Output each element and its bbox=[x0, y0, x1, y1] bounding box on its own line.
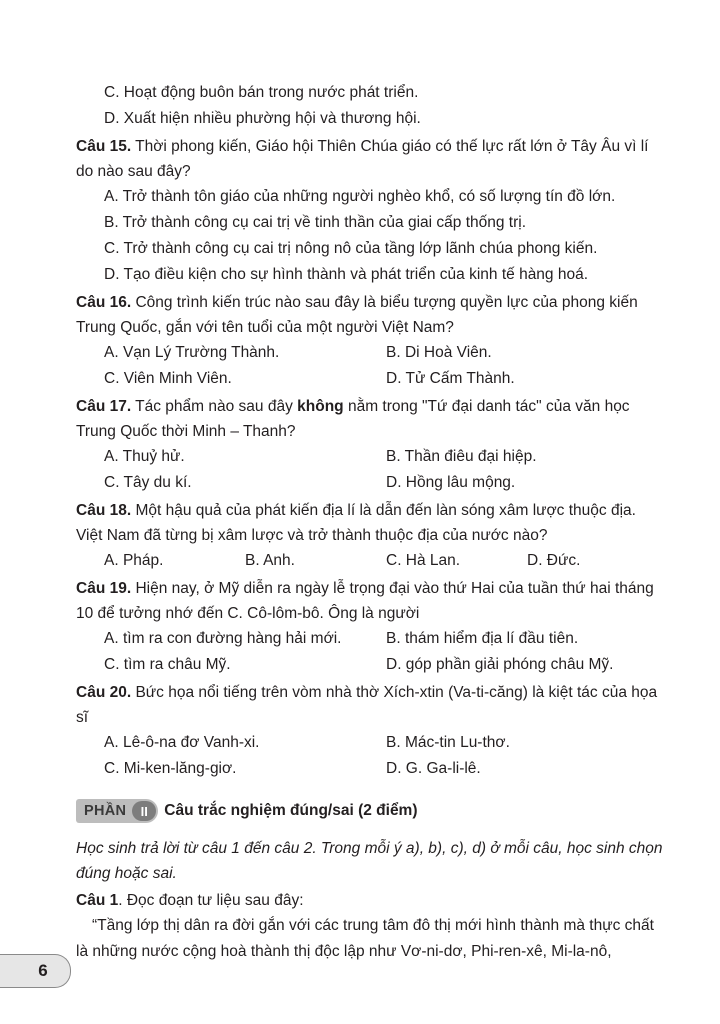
option-d: D. Tạo điều kiện cho sự hình thành và phát triển của kinh tế hàng hoá. bbox=[104, 266, 589, 283]
option-line: D. Xuất hiện nhiều phường hội và thương hội. bbox=[104, 110, 421, 127]
option-b: B. Anh. bbox=[245, 552, 295, 569]
option-d: D. góp phần giải phóng châu Mỹ. bbox=[386, 656, 614, 673]
option-b: B. Di Hoà Viên. bbox=[386, 344, 492, 361]
option-line: C. Hoạt động buôn bán trong nước phát triển. bbox=[104, 84, 419, 101]
question-19 bbox=[76, 576, 666, 626]
section-label: PHẦN bbox=[84, 803, 127, 819]
question-text: Thời phong kiến, Giáo hội Thiên Chúa giáo có thế lực rất lớn ở Tây Âu vì lí do nào sau đây? bbox=[76, 138, 649, 180]
options-row bbox=[76, 366, 666, 392]
option-d: D. Tử Cấm Thành. bbox=[386, 370, 515, 387]
emphasis-word: không bbox=[297, 398, 344, 415]
section-title: Câu trắc nghiệm đúng/sai (2 điểm) bbox=[164, 802, 418, 819]
question-text: Hiện nay, ở Mỹ diễn ra ngày lễ trọng đại vào thứ Hai của tuần thứ hai tháng 10 để tưởng nhớ đến C. Cô-lôm-bô. Ông là người bbox=[76, 580, 654, 622]
options-row bbox=[76, 626, 666, 652]
option-d: D. Hồng lâu mộng. bbox=[386, 474, 516, 491]
section-number: II bbox=[132, 801, 156, 821]
page-number-tab bbox=[0, 954, 71, 988]
quote-text: “Tầng lớp thị dân ra đời gắn với các trung tâm đô thị mới hình thành mà thực chất là những nước cộng hoà thành thị độc lập như Vơ-ni-dơ, Phi-ren-xê, Mi-la-nô, bbox=[76, 917, 654, 960]
option-d: D. G. Ga-li-lê. bbox=[386, 760, 481, 777]
option-c: C. Hà Lan. bbox=[386, 552, 461, 569]
option-c: C. Mi-ken-lăng-giơ. bbox=[104, 760, 237, 777]
question-text: nằm trong "Tứ đại danh tác" của văn học Trung Quốc thời Minh – Thanh? bbox=[76, 398, 630, 440]
option-a: A. Trở thành tôn giáo của những người nghèo khổ, có số lượng tín đồ lớn. bbox=[104, 188, 616, 205]
options-row bbox=[76, 756, 666, 782]
question-18 bbox=[76, 498, 666, 548]
question-number: Câu 17. bbox=[76, 398, 132, 415]
question-number: Câu 19. bbox=[76, 580, 132, 597]
question-1 bbox=[76, 888, 666, 913]
section-header bbox=[76, 798, 666, 824]
option-d: D. Đức. bbox=[527, 552, 581, 569]
question-17 bbox=[76, 394, 666, 444]
options-row bbox=[76, 652, 666, 678]
options-row bbox=[76, 340, 666, 366]
question-number: Câu 15. bbox=[76, 138, 132, 155]
question-text: Công trình kiến trúc nào sau đây là biểu tượng quyền lực của phong kiến Trung Quốc, gắn với tên tuổi của một người Việt Nam? bbox=[76, 294, 638, 336]
option-a: A. Vạn Lý Trường Thành. bbox=[104, 344, 280, 361]
question-text: . Đọc đoạn tư liệu sau đây: bbox=[118, 892, 304, 909]
option-a: A. Lê-ô-na đơ Vanh-xi. bbox=[104, 734, 260, 751]
question-text: Một hậu quả của phát kiến địa lí là dẫn đến làn sóng xâm lược thuộc địa. Việt Nam đã từng bị xâm lược và trở thành thuộc địa của nước nào? bbox=[76, 502, 636, 544]
option-c: C. tìm ra châu Mỹ. bbox=[104, 656, 231, 673]
options-row bbox=[76, 444, 666, 470]
page-number: 6 bbox=[38, 961, 48, 980]
question-16 bbox=[76, 290, 666, 340]
question-number: Câu 1 bbox=[76, 892, 119, 909]
option-c: C. Tây du kí. bbox=[104, 474, 192, 491]
option-a: A. Pháp. bbox=[104, 552, 164, 569]
question-text: Bức họa nổi tiếng trên vòm nhà thờ Xích-xtin (Va-ti-căng) là kiệt tác của họa sĩ bbox=[76, 684, 658, 726]
options-row bbox=[76, 548, 666, 574]
option-b: B. thám hiểm địa lí đầu tiên. bbox=[386, 630, 579, 647]
option-b: B. Thần điêu đại hiệp. bbox=[386, 448, 537, 465]
option-a: A. Thuỷ hử. bbox=[104, 448, 185, 465]
option-c: C. Trở thành công cụ cai trị nông nô của tầng lớp lãnh chúa phong kiến. bbox=[104, 240, 598, 257]
option-c: C. Viên Minh Viên. bbox=[104, 370, 232, 387]
option-b: B. Trở thành công cụ cai trị về tinh thần của giai cấp thống trị. bbox=[104, 214, 527, 231]
options-row bbox=[76, 730, 666, 756]
options-row bbox=[76, 470, 666, 496]
question-number: Câu 18. bbox=[76, 502, 132, 519]
option-a: A. tìm ra con đường hàng hải mới. bbox=[104, 630, 342, 647]
question-20 bbox=[76, 680, 666, 730]
question-number: Câu 20. bbox=[76, 684, 132, 701]
instruction-text: Học sinh trả lời từ câu 1 đến câu 2. Trong mỗi ý a), b), c), d) ở mỗi câu, học sinh chọn đúng hoặc sai. bbox=[76, 840, 663, 882]
question-text: Tác phẩm nào sau đây bbox=[131, 398, 298, 415]
page-content bbox=[76, 80, 666, 965]
section-badge bbox=[76, 799, 158, 823]
option-b: B. Mác-tin Lu-thơ. bbox=[386, 734, 510, 751]
question-number: Câu 16. bbox=[76, 294, 132, 311]
question-15 bbox=[76, 134, 666, 184]
